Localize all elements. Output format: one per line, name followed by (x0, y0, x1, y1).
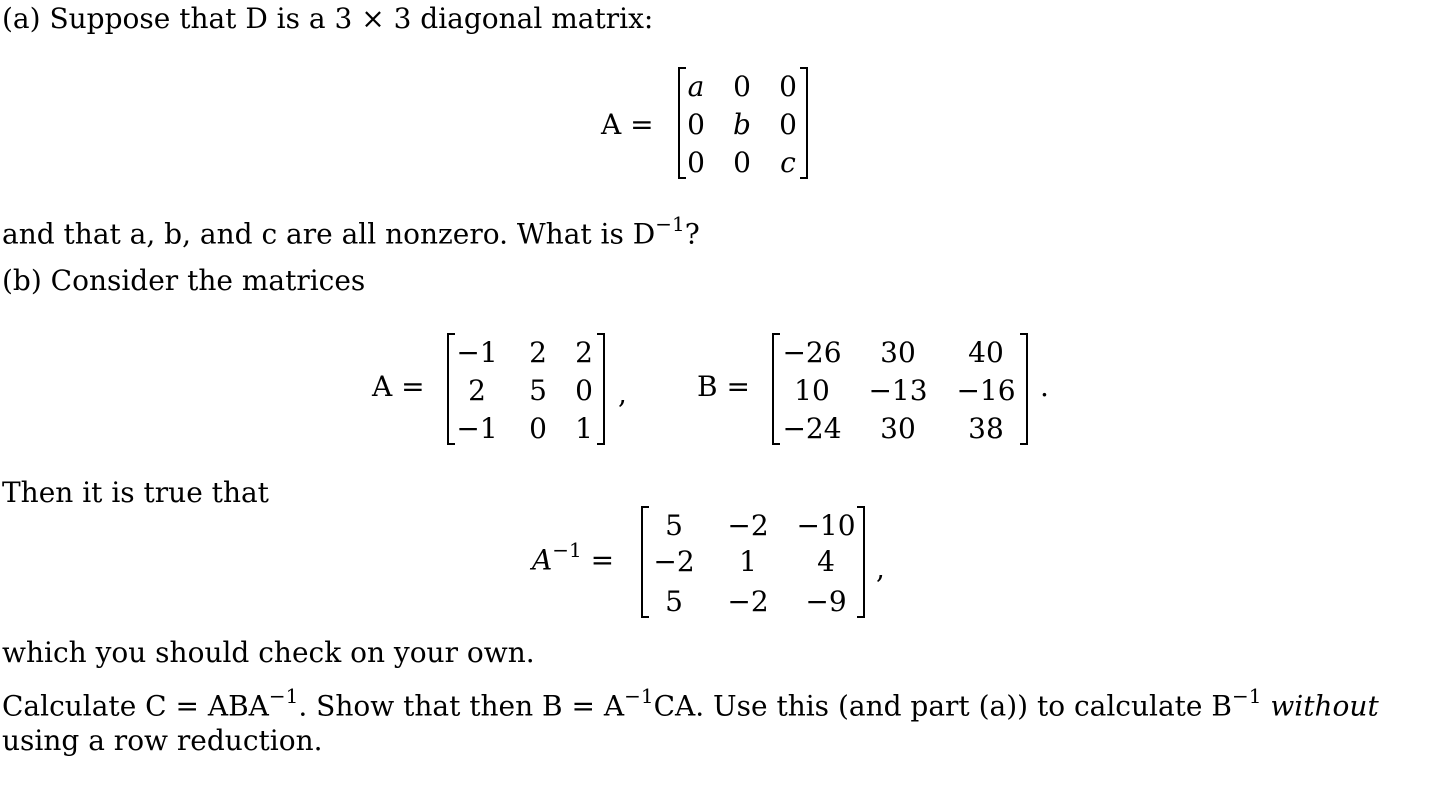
matrix-cell: 30 (880, 336, 916, 369)
matrix-cell: −24 (782, 412, 842, 445)
matrix-cell: 1 (575, 412, 593, 445)
matrix-cell: 2 (575, 336, 593, 369)
matrix-cell: 0 (779, 70, 797, 103)
part-b-comma-1: , (618, 377, 627, 410)
matrix-cell: −1 (456, 336, 498, 369)
matrix-cell: 5 (529, 374, 547, 407)
part-a-matrix-label: A = (601, 108, 654, 141)
matrix-cell: −9 (805, 585, 847, 618)
matrix-cell: 2 (468, 374, 486, 407)
part-b-check-text: which you should check on your own. (2, 636, 535, 669)
matrix-cell: 0 (733, 146, 751, 179)
part-b-label-a: A = (372, 370, 425, 403)
part-b-label-ainv: $A^{-1}$ = (532, 538, 615, 577)
part-b-label-b: B = (697, 370, 750, 403)
matrix-cell: 5 (665, 585, 683, 618)
matrix-cell: 0 (575, 374, 593, 407)
part-b-calc-line: Calculate $C = ABA^{-1}$. Show that then $B = A^{-1}CA$. Use this (and part (a)) to calculate $B^{-1}$ without (2, 684, 1379, 723)
matrix-cell: −2 (727, 585, 769, 618)
matrix-cell: 5 (665, 509, 683, 542)
matrix-cell: 38 (968, 412, 1004, 445)
matrix-cell: 0 (687, 146, 705, 179)
matrix-cell: a (687, 70, 705, 103)
part-a-question: and that a, b, and c are all nonzero. What is $D^{-1}$? (2, 212, 700, 251)
matrix-cell: 40 (968, 336, 1004, 369)
matrix-cell: −13 (868, 374, 928, 407)
matrix-cell: b (733, 108, 751, 141)
matrix-cell: 0 (779, 108, 797, 141)
part-b-period: . (1040, 370, 1049, 403)
part-b-comma-2: , (876, 552, 885, 585)
matrix-cell: −1 (456, 412, 498, 445)
part-b-intro: (b) Consider the matrices (2, 264, 366, 297)
matrix-cell: 30 (880, 412, 916, 445)
matrix-cell: 10 (794, 374, 830, 407)
matrix-cell: 1 (739, 545, 757, 578)
matrix-cell: −16 (956, 374, 1016, 407)
matrix-cell: 0 (687, 108, 705, 141)
matrix-cell: 4 (817, 545, 835, 578)
matrix-cell: −26 (782, 336, 842, 369)
matrix-cell: −10 (796, 509, 856, 542)
matrix-cell: 2 (529, 336, 547, 369)
matrix-cell: c (780, 146, 796, 179)
part-b-then-text: Then it is true that (2, 476, 269, 509)
matrix-cell: −2 (653, 545, 695, 578)
matrix-cell: −2 (727, 509, 769, 542)
matrix-cell: 0 (733, 70, 751, 103)
part-a-intro: (a) Suppose that D is a 3 × 3 diagonal matrix: (2, 2, 654, 35)
matrix-cell: 0 (529, 412, 547, 445)
part-b-calc-last: using a row reduction. (2, 724, 323, 757)
